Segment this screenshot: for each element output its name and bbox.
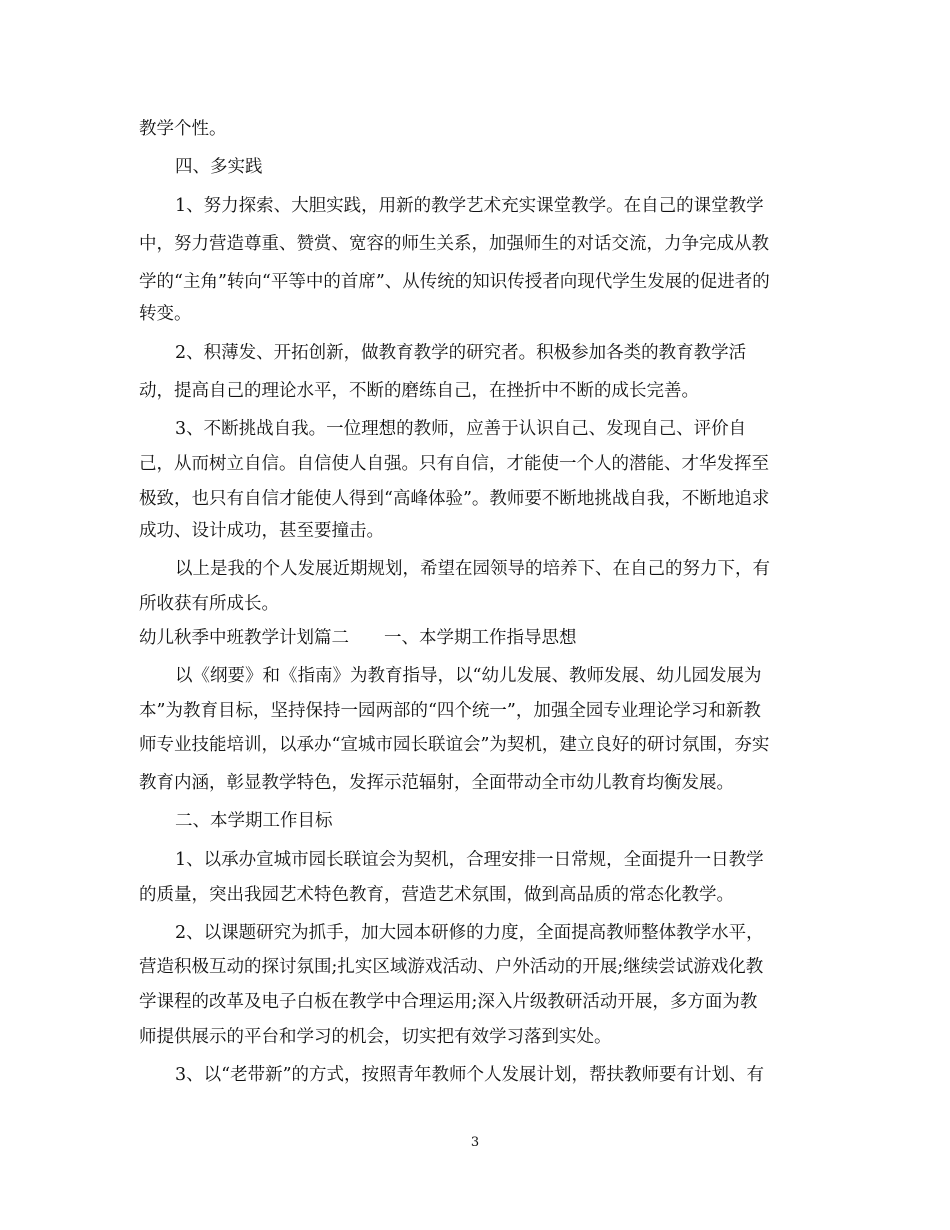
text-line: 2、以课题研究为抓手，加大园本研修的力度，全面提高教师整体教学水平， — [175, 923, 764, 943]
text-line: 己，从而树立自信。自信使人自强。只有自信，才能使一个人的潜能、才华发挥至 — [139, 454, 769, 474]
text-line: 营造积极互动的探讨氛围;扎实区域游戏活动、户外活动的开展;继续尝试游戏化教 — [139, 957, 764, 977]
text-line: 转变。 — [139, 304, 192, 324]
text-line: 3、不断挑战自我。一位理想的教师，应善于认识自己、发现自己、评价自 — [175, 419, 747, 439]
text-line: 动，提高自己的理论水平，不断的磨练自己，在挫折中不断的成长完善。 — [139, 381, 699, 401]
text-line: 师专业技能培训，以承办“宣城市园长联谊会”为契机，建立良好的研讨氛围，夯实 — [139, 735, 770, 755]
text-line: 2、积薄发、开拓创新，做教育教学的研究者。积极参加各类的教育教学活 — [175, 343, 747, 363]
text-line: 所收获有所成长。 — [139, 594, 279, 614]
text-line: 以上是我的个人发展近期规划，希望在园领导的培养下、在自己的努力下，有 — [175, 559, 770, 579]
text-line: 3、以“老带新”的方式，按照青年教师个人发展计划，帮扶教师要有计划、有 — [175, 1065, 765, 1085]
text-line: 的质量，突出我园艺术特色教育，营造艺术氛围，做到高品质的常态化教学。 — [139, 885, 734, 905]
text-line: 中，努力营造尊重、赞赏、宽容的师生关系，加强师生的对话交流，力争完成从教 — [139, 234, 769, 254]
page-number: 3 — [470, 1135, 480, 1150]
text-line: 极致，也只有自信才能使人得到“高峰体验”。教师要不断地挑战自我，不断地追求 — [139, 489, 770, 509]
text-line: 学课程的改革及电子白板在教学中合理运用;深入片级教研活动开展，多方面为教 — [139, 992, 758, 1012]
text-line: 师提供展示的平台和学习的机会，切实把有效学习落到实处。 — [139, 1027, 612, 1047]
text-line: 以《纲要》和《指南》为教育指导，以“幼儿发展、教师发展、幼儿园发展为 — [175, 666, 762, 686]
text-line: 1、以承办宣城市园长联谊会为契机，合理安排一日常规，全面提升一日教学 — [175, 850, 764, 870]
section-heading: 幼儿秋季中班教学计划篇二 一、本学期工作指导思想 — [139, 628, 577, 648]
section-heading: 二、本学期工作目标 — [175, 811, 333, 831]
text-line: 教学个性。 — [139, 119, 227, 139]
text-line: 1、努力探索、大胆实践，用新的教学艺术充实课堂教学。在自己的课堂教学 — [175, 196, 764, 216]
text-line: 本”为教育目标，坚持保持一园两部的“四个统一”，加强全园专业理论学习和新教 — [139, 701, 761, 721]
text-line: 成功、设计成功，甚至要撞击。 — [139, 521, 384, 541]
text-line: 学的“主角”转向“平等中的首席”、从传统的知识传授者向现代学生发展的促进者的 — [139, 272, 770, 292]
text-line: 教育内涵，彰显教学特色，发挥示范辐射，全面带动全市幼儿教育均衡发展。 — [139, 773, 734, 793]
section-heading: 四、多实践 — [175, 157, 263, 177]
